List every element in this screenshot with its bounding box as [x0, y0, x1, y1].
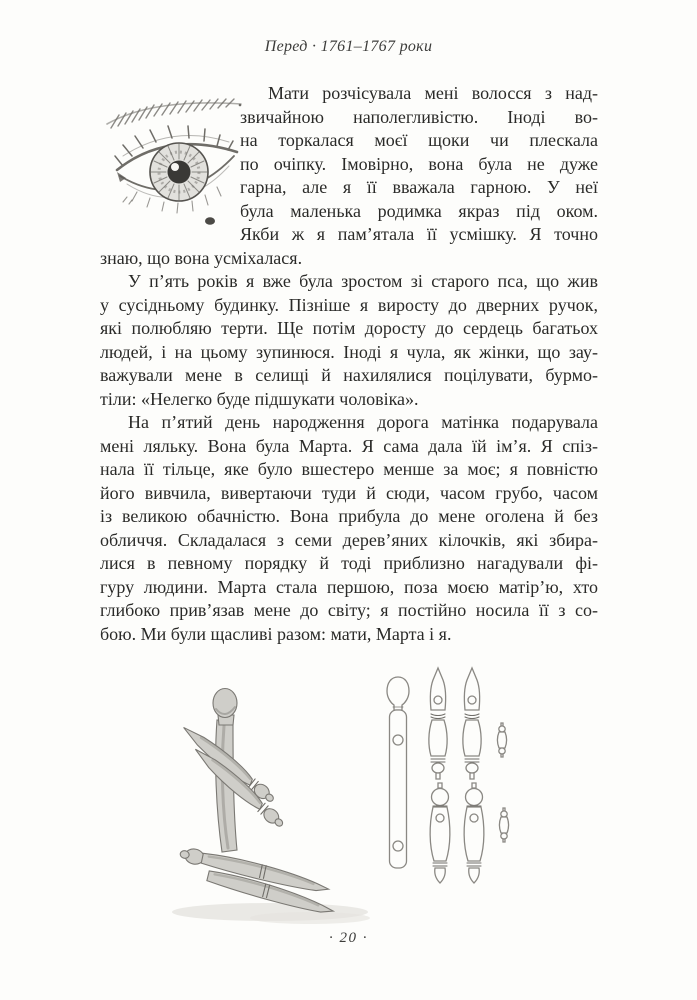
text-line: гарна, але я її вважала гарною. У неї [240, 177, 598, 197]
text-line: була маленька родимка якраз під оком. [240, 200, 598, 221]
text-line: знаю, що вона усміхалася. [100, 247, 303, 268]
text-line: лися в певному порядку й тоді приблизно нагадували фі- [100, 553, 598, 573]
leg-peg-outline [464, 783, 484, 883]
text-line: звичайною наполегливістю. Іноді во- [240, 106, 598, 127]
text-line: важували мене в селищі й нахилялися поцілувати, бурмо- [100, 365, 598, 385]
text-line: бою. Ми були щасливі разом: мати, Марта і я. [100, 623, 452, 644]
running-header: Перед · 1761–1767 роки [264, 38, 433, 55]
text-line: гуру людини. Марта стала першою, поза моєю матір’ю, хто [100, 576, 598, 597]
text-line: його вивчила, вивертаючи туди й сюди, часом грубо, часом [100, 482, 598, 503]
text-line: нала її тільце, яке було вшестеро менше за моє; я повністю [100, 459, 598, 479]
text-line: Якби ж я пам’ятала її усмішку. Я точно [240, 224, 598, 244]
text-line: глибоко прив’язав мене до світу; я постійно носила її з со- [100, 600, 598, 620]
text-line: які полюбляю терти. Ще потім доросту до сердець багатьох [100, 318, 598, 338]
text-line: по очіпку. Імовірно, вона була не дуже [240, 153, 598, 174]
peg-doll-illustration [150, 660, 570, 938]
text-line: тіли: «Нелегко буде підшукати чоловіка». [100, 388, 419, 409]
text-line: Мати розчісувала мені волосся з над- [268, 83, 598, 103]
text-line: у сусідньому будинку. Пізніше я виросту до дверних ручок, [100, 294, 598, 315]
eye-illustration [100, 82, 240, 240]
connector-peg-outline [498, 723, 507, 757]
arm-peg-outline [463, 668, 481, 779]
eye-sketch-icon [93, 84, 245, 236]
text-line: із великою обачністю. Вона прибула до мене оголена й без [100, 506, 598, 526]
text-line: людей, і на цьому зупинюся. Іноді я чула, як жінки, що зау- [100, 341, 598, 362]
page-number: · 20 · [329, 930, 368, 946]
arm-peg-outline [429, 668, 447, 779]
body-text [100, 82, 598, 646]
peg-doll-sketch-icon [150, 660, 570, 938]
text-line: обличчя. Складалася з семи дерев’яних кілочків, які збира- [100, 529, 598, 550]
text-line: мені ляльку. Вона була Марта. Я сама дала їй ім’я. Я спіз- [100, 435, 598, 456]
leg-peg-outline [430, 783, 450, 883]
text-line: На п’ятий день народження дорога матінка подарувала [128, 412, 598, 432]
connector-peg-outline [500, 808, 509, 842]
text-line: У п’ять років я вже була зростом зі старого пса, що жив [128, 271, 598, 291]
text-line: на торкалася моєї щоки чи плескала [240, 130, 598, 150]
